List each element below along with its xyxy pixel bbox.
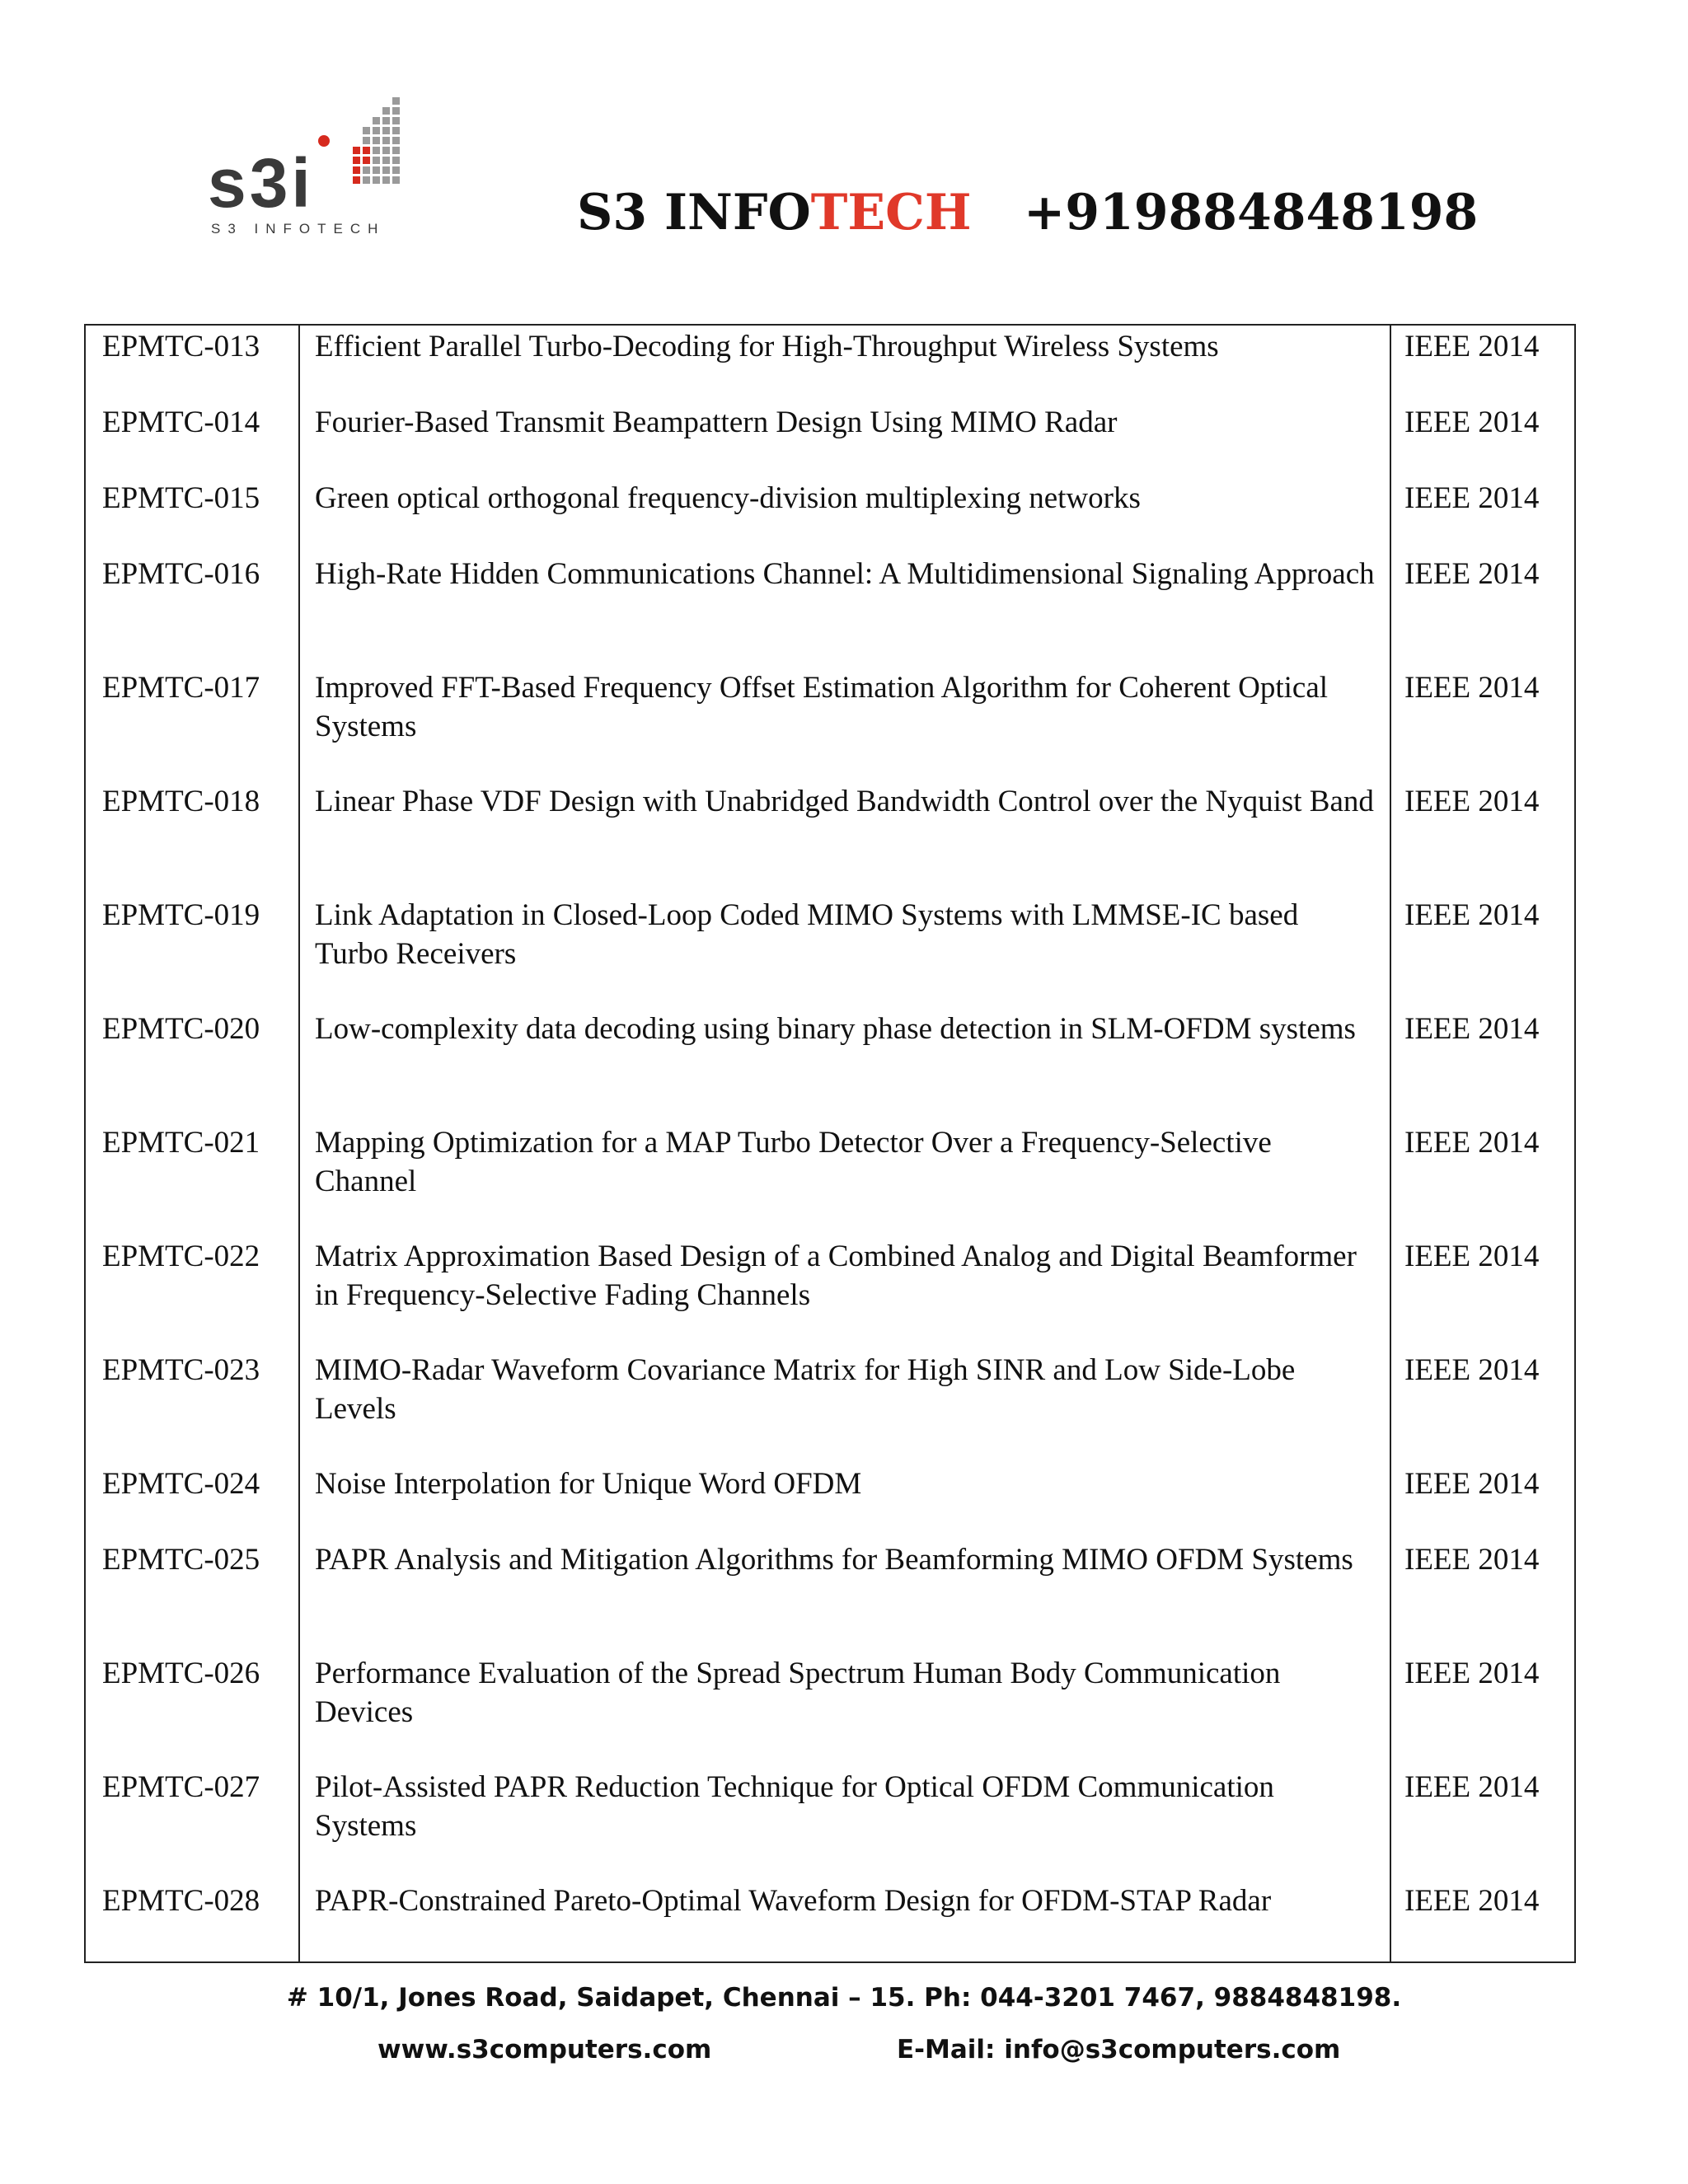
project-id: EPMTC-020	[102, 1012, 260, 1046]
company-logo	[204, 96, 410, 236]
project-year: IEEE 2014	[1404, 1543, 1540, 1577]
project-id: EPMTC-023	[102, 1353, 260, 1387]
project-title: PAPR Analysis and Mitigation Algorithms for Beamforming MIMO OFDM Systems	[315, 1543, 1353, 1577]
project-title: Mapping Optimization for a MAP Turbo Detector Over a Frequency-Selective Channel	[315, 1126, 1272, 1198]
company-name	[577, 184, 972, 241]
project-title: Pilot-Assisted PAPR Reduction Technique for Optical OFDM Communication Systems	[315, 1770, 1274, 1843]
project-title: Improved FFT-Based Frequency Offset Estimation Algorithm for Coherent Optical Systems	[315, 671, 1329, 743]
project-year: IEEE 2014	[1404, 481, 1540, 515]
project-id: EPMTC-017	[102, 671, 260, 705]
project-year: IEEE 2014	[1404, 1126, 1540, 1160]
project-id: EPMTC-022	[102, 1240, 260, 1273]
project-id: EPMTC-018	[102, 785, 260, 818]
footer-email-link[interactable]: E-Mail: info@s3computers.com	[897, 2035, 1341, 2064]
project-year: IEEE 2014	[1404, 1012, 1540, 1046]
project-title: Noise Interpolation for Unique Word OFDM	[315, 1467, 862, 1501]
project-year: IEEE 2014	[1404, 1770, 1540, 1804]
project-year: IEEE 2014	[1404, 557, 1540, 591]
project-year: IEEE 2014	[1404, 1353, 1540, 1387]
project-id: EPMTC-016	[102, 557, 260, 591]
project-year: IEEE 2014	[1404, 785, 1540, 818]
project-title: High-Rate Hidden Communications Channel: A Multidimensional Signaling Approach	[315, 557, 1375, 591]
column-divider	[298, 326, 300, 1961]
project-title: Green optical orthogonal frequency-division multiplexing networks	[315, 481, 1141, 515]
project-year: IEEE 2014	[1404, 1240, 1540, 1273]
project-title: PAPR-Constrained Pareto-Optimal Waveform Design for OFDM-STAP Radar	[315, 1884, 1272, 1918]
project-title: Linear Phase VDF Design with Unabridged Bandwidth Control over the Nyquist Band	[315, 785, 1374, 818]
project-id: EPMTC-028	[102, 1884, 260, 1918]
project-year: IEEE 2014	[1404, 671, 1540, 705]
project-table	[84, 324, 1576, 1963]
project-title: Link Adaptation in Closed-Loop Coded MIMO Systems with LMMSE-IC based Turbo Receivers	[315, 898, 1299, 971]
project-id: EPMTC-013	[102, 330, 260, 363]
project-title: Performance Evaluation of the Spread Spectrum Human Body Communication Devices	[315, 1657, 1281, 1729]
project-year: IEEE 2014	[1404, 1884, 1540, 1918]
project-id: EPMTC-015	[102, 481, 260, 515]
project-id: EPMTC-024	[102, 1467, 260, 1501]
logo-dot	[318, 135, 330, 147]
company-name-accent: TECH	[810, 184, 972, 241]
project-id: EPMTC-027	[102, 1770, 260, 1804]
project-title: Low-complexity data decoding using binary phase detection in SLM-OFDM systems	[315, 1012, 1356, 1046]
footer-address: # 10/1, Jones Road, Saidapet, Chennai – 15. Ph: 044-3201 7467, 9884848198.	[286, 1983, 1402, 2013]
project-year: IEEE 2014	[1404, 1657, 1540, 1690]
project-year: IEEE 2014	[1404, 330, 1540, 363]
logo-subtitle: S3 INFOTECH	[211, 221, 386, 237]
project-id: EPMTC-014	[102, 405, 260, 439]
logo-bars-icon	[345, 96, 410, 219]
column-divider	[1390, 326, 1391, 1961]
company-name-prefix: S3 INFO	[577, 184, 811, 241]
header-phone: +919884848198	[1024, 184, 1479, 241]
logo-mark: s3i	[208, 144, 314, 222]
project-year: IEEE 2014	[1404, 405, 1540, 439]
project-year: IEEE 2014	[1404, 1467, 1540, 1501]
project-id: EPMTC-019	[102, 898, 260, 932]
project-id: EPMTC-025	[102, 1543, 260, 1577]
project-id: EPMTC-026	[102, 1657, 260, 1690]
project-title: Efficient Parallel Turbo-Decoding for High-Throughput Wireless Systems	[315, 330, 1219, 363]
footer-website-link[interactable]: www.s3computers.com	[377, 2035, 712, 2064]
project-title: MIMO-Radar Waveform Covariance Matrix for High SINR and Low Side-Lobe Levels	[315, 1353, 1296, 1426]
project-id: EPMTC-021	[102, 1126, 260, 1160]
project-year: IEEE 2014	[1404, 898, 1540, 932]
project-title: Matrix Approximation Based Design of a Combined Analog and Digital Beamformer in Frequency-Selective Fading Channels	[315, 1240, 1357, 1312]
project-title: Fourier-Based Transmit Beampattern Design Using MIMO Radar	[315, 405, 1118, 439]
